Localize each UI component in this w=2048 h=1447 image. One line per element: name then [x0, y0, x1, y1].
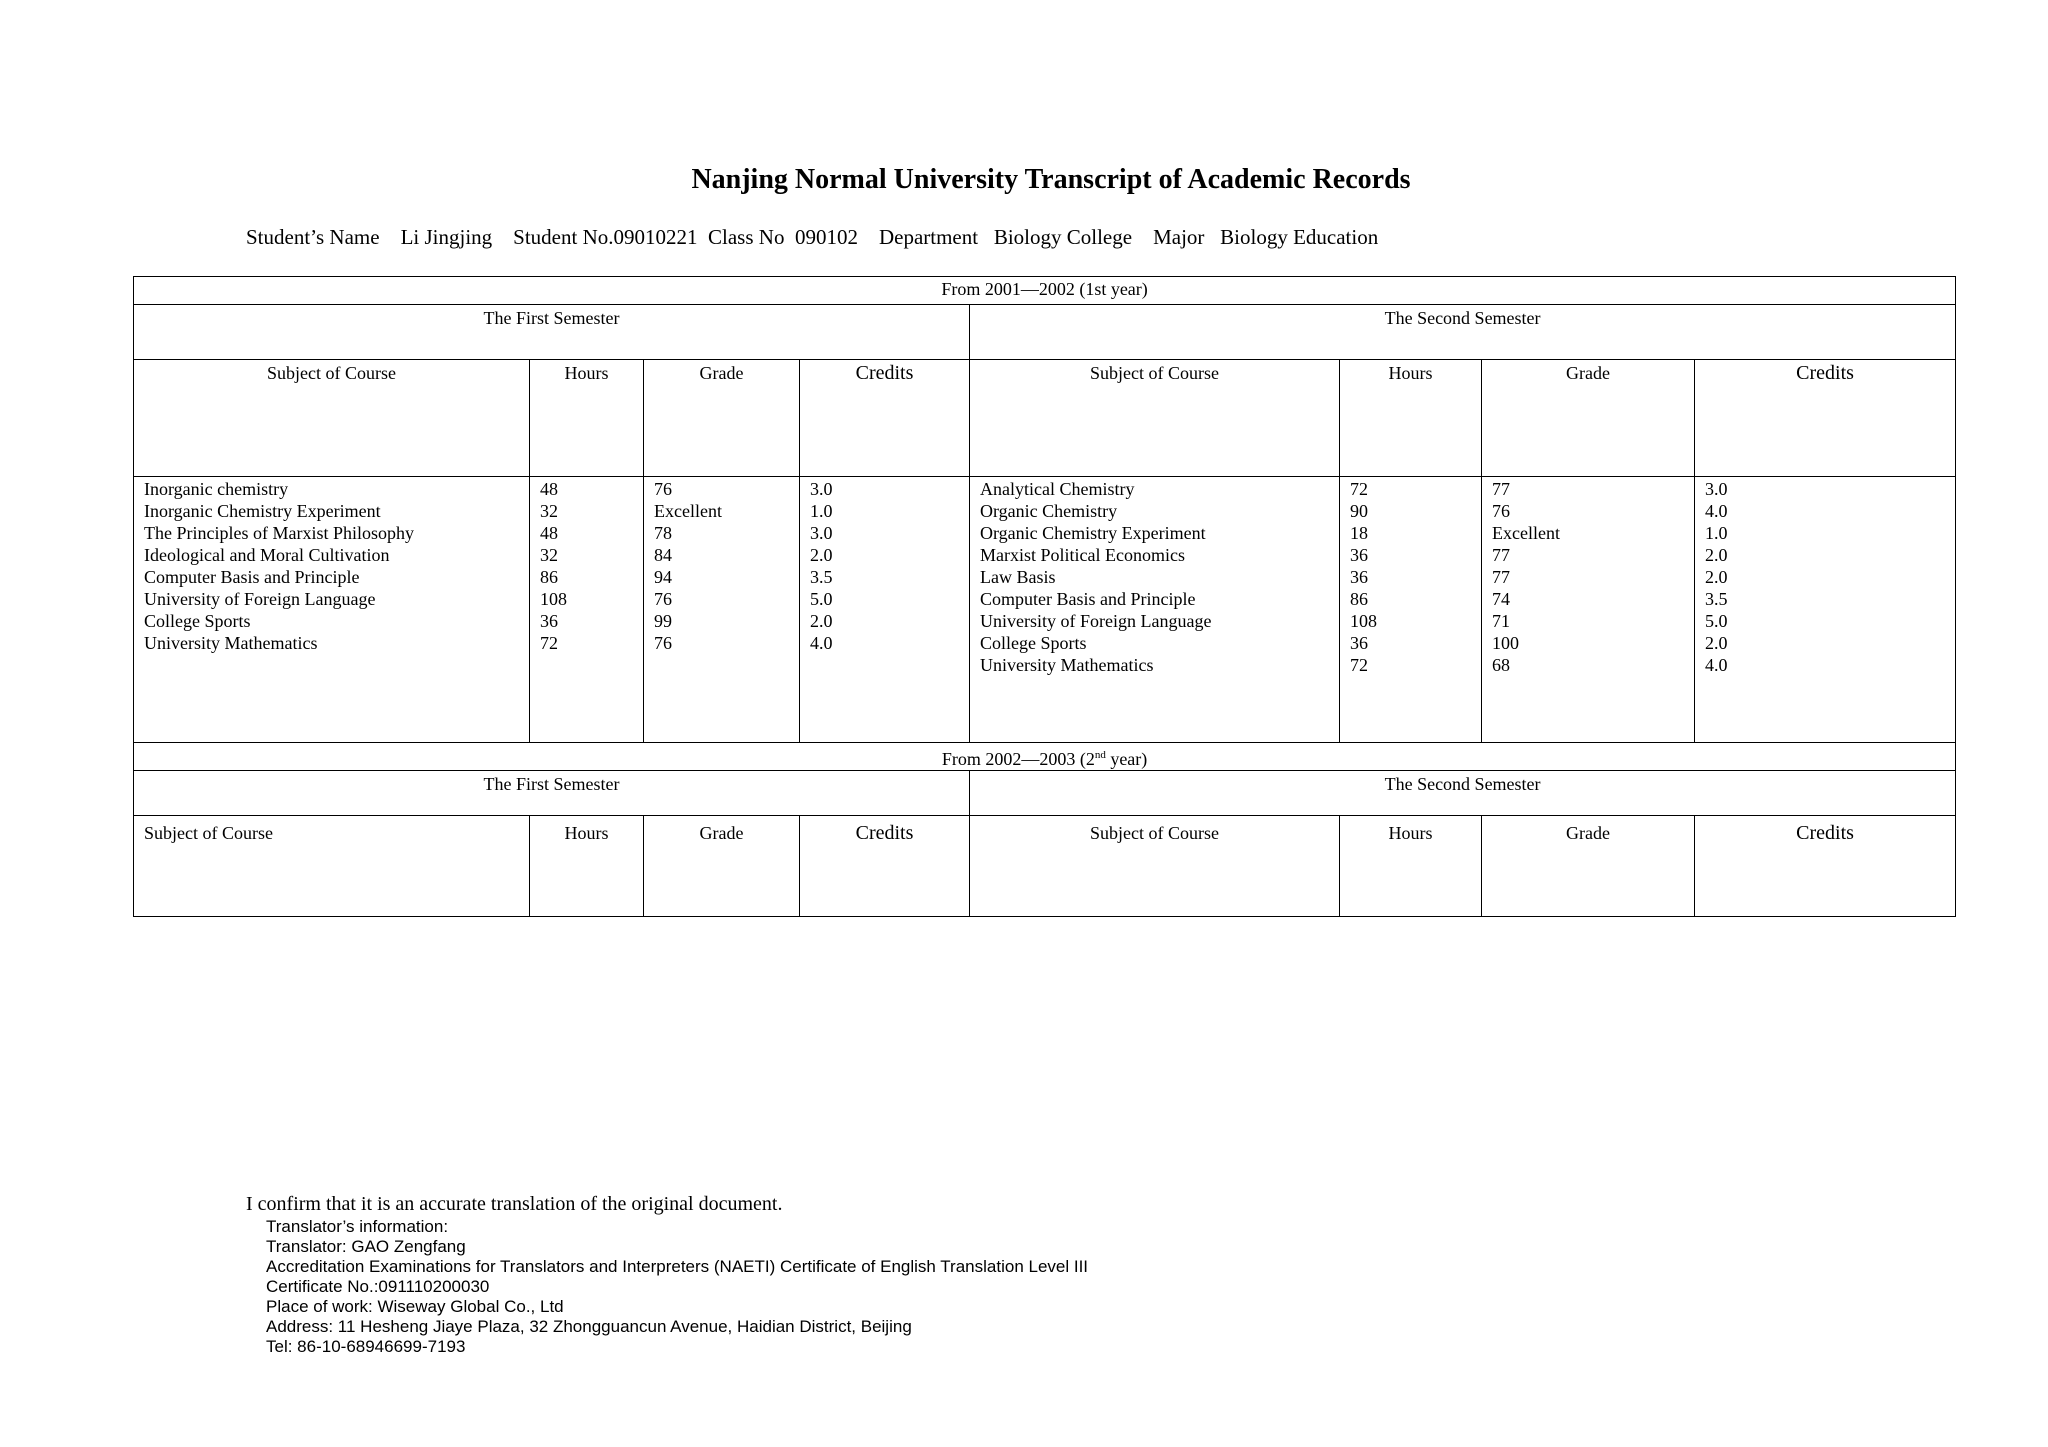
sem1-grades-item: 76	[654, 633, 672, 653]
sem1-credits-item: 2.0	[810, 611, 833, 631]
sem1-subjects-item: Inorganic chemistry	[144, 479, 289, 499]
sem2-credits-item: 4.0	[1705, 501, 1728, 521]
sem1-subjects-item: University of Foreign Language	[144, 589, 376, 609]
sem2-grades-item: 77	[1492, 545, 1510, 565]
translator-info-item: Accreditation Examinations for Translators and Interpreters (NAETI) Certificate of English Translation Level III	[266, 1257, 1089, 1276]
header-subject: Subject of Course	[134, 816, 530, 917]
translator-info-item: Address: 11 Hesheng Jiaye Plaza, 32 Zhongguancun Avenue, Haidian District, Beijing	[266, 1317, 912, 1336]
header-grade: Grade	[1482, 360, 1695, 477]
sem1-grades	[644, 477, 800, 743]
sem1-credits	[800, 477, 970, 743]
student-info	[246, 225, 1378, 250]
class-label: Class No	[708, 225, 785, 249]
year2-first-semester: The First Semester	[134, 771, 970, 816]
header-credits: Credits	[800, 360, 970, 477]
sem1-credits-item: 3.5	[810, 567, 833, 587]
sem1-hours-item: 48	[540, 523, 558, 543]
year1-first-semester: The First Semester	[134, 305, 970, 360]
department-label: Department	[878, 225, 979, 249]
sem2-grades-item: 74	[1492, 589, 1510, 609]
sem1-grades-item: 94	[654, 567, 672, 587]
sem1-hours-item: 48	[540, 479, 558, 499]
sem1-grades-item: 84	[654, 545, 672, 565]
department: Biology College	[993, 225, 1133, 249]
sem1-subjects-item: Inorganic Chemistry Experiment	[144, 501, 381, 521]
sem2-hours-item: 36	[1350, 545, 1368, 565]
sem2-subjects-item: University of Foreign Language	[980, 611, 1212, 631]
sem1-credits-item: 1.0	[810, 501, 833, 521]
sem2-subjects-item: Law Basis	[980, 567, 1056, 587]
sem2-credits-item: 5.0	[1705, 611, 1728, 631]
sem2-hours-item: 18	[1350, 523, 1368, 543]
sem1-credits-item: 3.0	[810, 523, 833, 543]
sem1-subjects-item: University Mathematics	[144, 633, 318, 653]
student-no-label: Student No.	[513, 225, 614, 249]
sem2-subjects-item: College Sports	[980, 633, 1087, 653]
sem2-credits-item: 2.0	[1705, 567, 1728, 587]
header-credits: Credits	[1695, 816, 1956, 917]
header-credits: Credits	[800, 816, 970, 917]
name-label: Student’s Name	[246, 225, 380, 249]
sem1-grades-item: 99	[654, 611, 672, 631]
sem2-credits-item: 3.5	[1705, 589, 1728, 609]
sem1-hours-item: 32	[540, 545, 558, 565]
header-hours: Hours	[1340, 360, 1482, 477]
header-subject: Subject of Course	[134, 360, 530, 477]
translator-info	[266, 1217, 1088, 1357]
sem2-subjects-item: Computer Basis and Principle	[980, 589, 1196, 609]
sem1-credits-item: 2.0	[810, 545, 833, 565]
sem1-subjects-item: College Sports	[144, 611, 251, 631]
year1-label: From 2001—2002 (1st year)	[134, 277, 1956, 305]
sem1-subjects-item: Ideological and Moral Cultivation	[144, 545, 390, 565]
year2-label-suffix: year)	[1105, 749, 1148, 769]
year2-second-semester: The Second Semester	[970, 771, 1956, 816]
translator-info-item: Place of work: Wiseway Global Co., Ltd	[266, 1297, 564, 1316]
sem2-grades-item: 100	[1492, 633, 1519, 653]
sem2-subjects-item: Analytical Chemistry	[980, 479, 1135, 499]
student-no: 09010221	[613, 225, 698, 249]
header-hours: Hours	[1340, 816, 1482, 917]
sem1-grades-item: 78	[654, 523, 672, 543]
confirmation-statement: I confirm that it is an accurate translation of the original document.	[246, 1193, 783, 1215]
sem2-credits-item: 2.0	[1705, 633, 1728, 653]
sem2-hours-item: 86	[1350, 589, 1368, 609]
major: Biology Education	[1220, 225, 1379, 249]
class-no: 090102	[794, 225, 858, 249]
transcript-table	[133, 276, 1956, 917]
header-subject: Subject of Course	[970, 816, 1340, 917]
document-title: Nanjing Normal University Transcript of Academic Records	[691, 164, 1411, 195]
header-grade: Grade	[1482, 816, 1695, 917]
sem2-grades-item: 71	[1492, 611, 1510, 631]
sem2-hours-item: 108	[1350, 611, 1377, 631]
sem2-subjects-item: University Mathematics	[980, 655, 1154, 675]
sem2-hours-item: 90	[1350, 501, 1368, 521]
translator-info-item: Certificate No.:091110200030	[266, 1277, 490, 1296]
translator-info-item: Tel: 86-10-68946699-7193	[266, 1337, 466, 1356]
year2-label	[134, 743, 1956, 771]
sem1-grades-item: 76	[654, 589, 672, 609]
sem1-subjects-item: The Principles of Marxist Philosophy	[144, 523, 414, 543]
header-grade: Grade	[644, 360, 800, 477]
sem2-grades-item: Excellent	[1492, 523, 1560, 543]
sem1-grades-item: 76	[654, 479, 672, 499]
sem2-credits-item: 4.0	[1705, 655, 1728, 675]
sem2-grades-item: 77	[1492, 479, 1510, 499]
header-credits: Credits	[1695, 360, 1956, 477]
header-hours: Hours	[530, 816, 644, 917]
year1-second-semester: The Second Semester	[970, 305, 1956, 360]
sem2-grades-item: 77	[1492, 567, 1510, 587]
sem2-credits-item: 3.0	[1705, 479, 1728, 499]
sem2-hours-item: 36	[1350, 567, 1368, 587]
sem2-subjects-item: Marxist Political Economics	[980, 545, 1185, 565]
header-hours: Hours	[530, 360, 644, 477]
sem2-grades-item: 76	[1492, 501, 1510, 521]
sem1-credits-item: 4.0	[810, 633, 833, 653]
sem1-subjects	[134, 477, 530, 743]
sem1-grades-item: Excellent	[654, 501, 722, 521]
sem1-hours-item: 32	[540, 501, 558, 521]
year2-label-sup: nd	[1094, 749, 1106, 761]
major-label: Major	[1153, 225, 1205, 249]
sem1-credits-item: 3.0	[810, 479, 833, 499]
year2-label-prefix: From 2002—2003 (2	[941, 749, 1095, 769]
sem1-hours-item: 86	[540, 567, 558, 587]
header-subject: Subject of Course	[970, 360, 1340, 477]
sem2-grades	[1482, 477, 1695, 743]
sem2-hours-item: 36	[1350, 633, 1368, 653]
translator-info-item: Translator’s information:	[266, 1217, 449, 1236]
sem2-hours-item: 72	[1350, 655, 1368, 675]
sem1-credits-item: 5.0	[810, 589, 833, 609]
student-name: Li Jingjing	[400, 225, 493, 249]
sem2-credits	[1695, 477, 1956, 743]
sem2-subjects-item: Organic Chemistry	[980, 501, 1118, 521]
sem1-hours-item: 108	[540, 589, 567, 609]
sem1-hours	[530, 477, 644, 743]
sem1-hours-item: 72	[540, 633, 558, 653]
sem1-subjects-item: Computer Basis and Principle	[144, 567, 360, 587]
sem1-hours-item: 36	[540, 611, 558, 631]
sem2-hours-item: 72	[1350, 479, 1368, 499]
sem2-subjects-item: Organic Chemistry Experiment	[980, 523, 1206, 543]
header-grade: Grade	[644, 816, 800, 917]
sem2-subjects	[970, 477, 1340, 743]
sem2-credits-item: 1.0	[1705, 523, 1728, 543]
sem2-credits-item: 2.0	[1705, 545, 1728, 565]
sem2-hours	[1340, 477, 1482, 743]
translator-info-item: Translator: GAO Zengfang	[266, 1237, 466, 1256]
sem2-grades-item: 68	[1492, 655, 1510, 675]
